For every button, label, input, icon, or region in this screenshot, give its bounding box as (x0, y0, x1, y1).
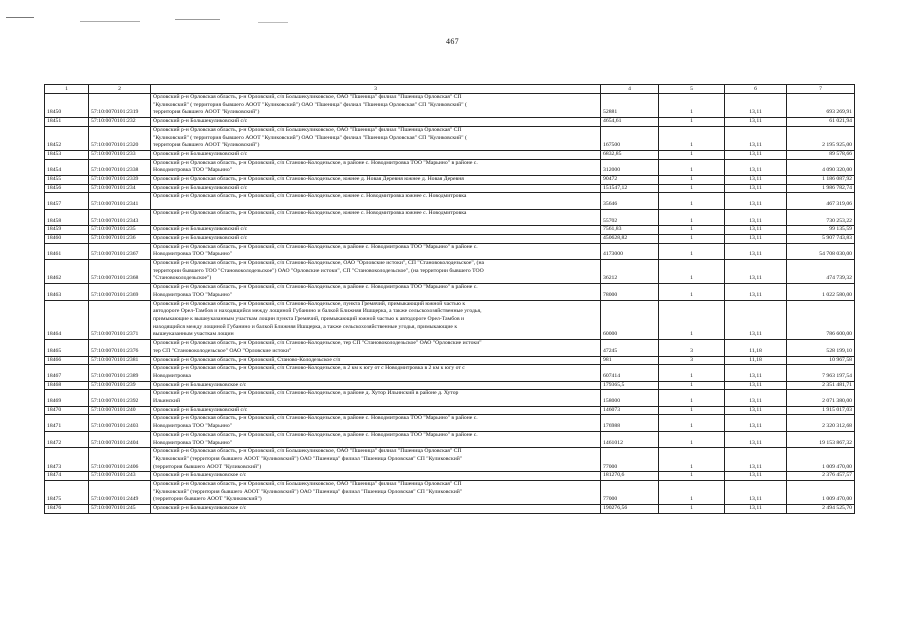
category-value: 1 (659, 431, 725, 447)
description-line: Орловский р-н Орловская область, р-н Орловский, с/п Станово-Колодезьское, в районе с. Новодмитровка ТОО "Марьино" в районе с. (153, 431, 478, 438)
description-line: Орловский р-н Орловская область, р-н Орловский, с/п Станово-Колодезьское, южнее с. Новодмитровка южнее с. Новодмитровка (153, 209, 467, 216)
cadastral-number: 57:10:0070101:2403 (89, 415, 151, 431)
category-value: 1 (659, 300, 725, 340)
cadastral-number: 57:10:0070101:2381 (89, 356, 151, 365)
row-number: 18471 (45, 415, 89, 431)
cadastral-number: 57:10:0070101:2367 (89, 243, 151, 259)
category-value: 1 (659, 209, 725, 225)
table-row (45, 448, 855, 472)
category-value: 1 (659, 365, 725, 381)
table-row (45, 406, 855, 415)
description-line: "Куликовский" (территория бывшего АООТ "Куликовский") ОАО "Пшеница" филиал "Пшеница Орловская" СП "Куликовский" (153, 488, 463, 495)
description-line: находящийся между лощиной Губанино и балкой Ближняя Ишщерка, а также сельскохозяйственные угодья, примыкающие к (153, 323, 458, 330)
scan-speck (175, 19, 220, 20)
category-value: 1 (659, 184, 725, 193)
area-value: 35646 (601, 193, 659, 209)
row-number: 18456 (45, 184, 89, 193)
cadastral-number: 57:10:0070101:239 (89, 381, 151, 390)
scan-artifacts (0, 0, 905, 30)
description-line: Орловский р-н Большекуликовский с/с (153, 184, 248, 191)
location-description (151, 356, 601, 365)
location-description (151, 284, 601, 300)
row-number: 18476 (45, 505, 89, 514)
category-value: 1 (659, 226, 725, 235)
description-line: Орловский р-н Большекуликовское с/с (153, 505, 247, 512)
cadastral-number: 57:10:0070101:234 (89, 184, 151, 193)
cadastral-value: 89 578,66 (787, 150, 855, 159)
cadastral-number: 57:10:0070101:233 (89, 150, 151, 159)
rate-value: 13,11 (725, 184, 787, 193)
header-col-7: 7 (787, 85, 855, 94)
cadastral-value: 1 986 782,74 (787, 184, 855, 193)
description-line: Орловский р-н Большекуликовский с/с (153, 226, 248, 233)
cadastral-number: 57:10:0070101:2376 (89, 340, 151, 356)
location-description (151, 243, 601, 259)
description-line: "Становоколодезьское") (153, 275, 212, 282)
cadastral-value: 1 009 470,00 (787, 481, 855, 505)
description-line: Орловский р-н Орловская область, р-н Орловский, с/п Станово-Колодезьское, в районе с. Новодмитровка ТОО "Марьино" в районе с. (153, 243, 478, 250)
category-value: 1 (659, 448, 725, 472)
cadastral-number: 57:10:0070101:2320 (89, 126, 151, 150)
rate-value: 13,11 (725, 243, 787, 259)
table-row (45, 365, 855, 381)
category-value: 1 (659, 390, 725, 406)
table-row (45, 260, 855, 284)
location-description (151, 193, 601, 209)
location-description (151, 159, 601, 175)
area-value: 55702 (601, 209, 659, 225)
category-value: 1 (659, 415, 725, 431)
cadastral-value: 1 915 017,03 (787, 406, 855, 415)
row-number: 18472 (45, 431, 89, 447)
description-line: Орловский р-н Орловская область, р-н Орловский, с/п Станово-Колодезьское, в районе д. Хутор Ильинский в районе д. Хутор (153, 390, 459, 397)
location-description (151, 150, 601, 159)
description-line: тер СП "Становоколодезьское" ОАО "Орловские истоки" (153, 347, 292, 354)
category-value: 1 (659, 150, 725, 159)
category-value: 1 (659, 126, 725, 150)
description-line: "Куликовский" (территория бывшего АООТ "Куликовский") ОАО "Пшеница" филиал "Пшеница Орловская" СП "Куликовский" (153, 455, 463, 462)
location-description (151, 226, 601, 235)
cadastral-value: 2 351 481,71 (787, 381, 855, 390)
table-row (45, 431, 855, 447)
category-value: 1 (659, 159, 725, 175)
description-line: Орловский р-н Орловская область, р-н Орловский, с/п Станово-Колодезьское, в 2 км к югу от с Новодмитровка в 2 км к югу от с (153, 365, 465, 372)
category-value: 1 (659, 94, 725, 118)
area-value: 4654,61 (601, 118, 659, 127)
rate-value: 13,11 (725, 365, 787, 381)
scan-speck (6, 17, 34, 18)
row-number: 18470 (45, 406, 89, 415)
description-line: Орловский р-н Большекуликовский с/с (153, 118, 248, 125)
location-description (151, 415, 601, 431)
cadastral-number: 57:10:0070101:2338 (89, 159, 151, 175)
rate-value: 13,11 (725, 94, 787, 118)
area-value: 36212 (601, 260, 659, 284)
description-line: Орловский р-н Орловская область, р-н Орловский, с/п Большекуликовское, ОАО "Пшеница" филиал "Пшеница Орловская" СП (153, 126, 462, 133)
description-line: территория бывшего АООТ "Куликовский") (153, 142, 260, 149)
area-value: 52881 (601, 94, 659, 118)
row-number: 18465 (45, 340, 89, 356)
description-line: вышеуказанным участкам лощин (153, 331, 234, 338)
cadastral-value: 693 269,91 (787, 94, 855, 118)
location-description (151, 184, 601, 193)
cadastral-number: 57:10:0070101:2339 (89, 176, 151, 185)
row-number: 18451 (45, 118, 89, 127)
row-number: 18475 (45, 481, 89, 505)
cadastral-value: 1 009 470,00 (787, 448, 855, 472)
category-value: 1 (659, 472, 725, 481)
description-line: Орловский р-н Орловская область, р-н Орловский, с/п Становo-Колодезьское, в районе с. Новодмитровка ТОО "Марьино" в районе с. (153, 159, 478, 166)
location-description (151, 365, 601, 381)
description-line: Орловский р-н Орловская область, р-н Орловский, с/п Станово-Колодезьское, пункта Гремячий, примыкающий южной частью к (153, 300, 466, 307)
location-description (151, 209, 601, 225)
row-number: 18453 (45, 150, 89, 159)
table-row (45, 150, 855, 159)
location-description (151, 176, 601, 185)
cadastral-number: 57:10:0070101:232 (89, 118, 151, 127)
table-row (45, 226, 855, 235)
description-line: Новодмитровка ТОО "Марьино" (153, 251, 232, 258)
table-row (45, 159, 855, 175)
cadastral-number: 57:10:0070101:2404 (89, 431, 151, 447)
area-value: 179365,5 (601, 381, 659, 390)
location-description (151, 390, 601, 406)
row-number: 18455 (45, 176, 89, 185)
rate-value: 13,11 (725, 126, 787, 150)
description-line: Орловский р-н Орловская область, р-н Орловский, с/п Станово-Колодезьское, в районе с. Новодмитровка ТОО "Марьино" в районе с. (153, 415, 478, 422)
location-description (151, 472, 601, 481)
description-line: Орловский р-н Большекуликовское с/с (153, 381, 247, 388)
category-value: 1 (659, 118, 725, 127)
table-row (45, 505, 855, 514)
area-value: 607414 (601, 365, 659, 381)
cadastral-number: 57:10:0070101:240 (89, 406, 151, 415)
rate-value: 13,11 (725, 118, 787, 127)
category-value: 1 (659, 234, 725, 243)
row-number: 18463 (45, 284, 89, 300)
table-row (45, 184, 855, 193)
category-value: 1 (659, 406, 725, 415)
description-line: Новодмитровка ТОО "Марьино" (153, 167, 232, 174)
cadastral-number: 57:10:0070101:2449 (89, 481, 151, 505)
area-value: 47245 (601, 340, 659, 356)
location-description (151, 481, 601, 505)
description-line: Новодмитровка (153, 372, 191, 379)
table-row (45, 472, 855, 481)
description-line: Орловский р-н Орловская область, р-н Орловский, с/п Большекуликовское, ОАО "Пшеница" филиал "Пшеница Орловская" СП (153, 481, 462, 488)
category-value: 1 (659, 176, 725, 185)
cadastral-number: 57:10:0070101:2369 (89, 284, 151, 300)
area-value: 1461012 (601, 431, 659, 447)
area-value: 78000 (601, 284, 659, 300)
description-line: автодороге Орел-Тамбов и находящийся между лощиной Губанино и балкой Ближняя Ишщерка, а также сельскохозяйственные угодья, (153, 308, 482, 315)
description-line: Орловский р-н Орловская область, р-н Орловский, с/п Большекуликовское, ОАО "Пшеница" филиал "Пшеница Орловская" СП (153, 94, 462, 100)
description-line: Ильинский (153, 398, 181, 405)
rate-value: 13,11 (725, 209, 787, 225)
rate-value: 13,11 (725, 448, 787, 472)
table-row (45, 176, 855, 185)
area-value: 181270,6 (601, 472, 659, 481)
cadastral-number: 57:10:0070101:2406 (89, 448, 151, 472)
description-line: Новодмитровка ТОО "Марьино" (153, 439, 232, 446)
cadastral-number: 57:10:0070101:235 (89, 226, 151, 235)
description-line: Орловский р-н Орловская область, р-н Орловский, с/п Станово-Колодезьское, в районе с. Новодмитровка ТОО "Марьино" в районе с. (153, 284, 478, 291)
table-row (45, 481, 855, 505)
row-number: 18468 (45, 381, 89, 390)
area-value: 151547,12 (601, 184, 659, 193)
rate-value: 11,18 (725, 340, 787, 356)
category-value: 1 (659, 243, 725, 259)
area-value: 146073 (601, 406, 659, 415)
row-number: 18459 (45, 226, 89, 235)
category-value: 1 (659, 505, 725, 514)
cadastral-number: 57:10:0070101:243 (89, 472, 151, 481)
cadastral-value: 786 600,00 (787, 300, 855, 340)
row-number: 18466 (45, 356, 89, 365)
cadastral-value: 1 022 580,00 (787, 284, 855, 300)
row-number: 18454 (45, 159, 89, 175)
rate-value: 13,11 (725, 505, 787, 514)
table-row (45, 356, 855, 365)
header-col-3: 3 (151, 85, 601, 94)
cadastral-value: 4 090 320,00 (787, 159, 855, 175)
description-line: Новодмитровка ТОО "Марьино" (153, 423, 232, 430)
description-line: "Куликовский" ( территория бывшего АООТ "Куликовский") ОАО "Пшеница" филиал "Пшеница Орловская" СП "Куликовский" ( (153, 101, 467, 108)
cadastral-number: 57:10:0070101:245 (89, 505, 151, 514)
cadastral-value: 61 021,94 (787, 118, 855, 127)
table-row (45, 193, 855, 209)
table-row (45, 209, 855, 225)
row-number: 18460 (45, 234, 89, 243)
cadastral-value: 99 135,59 (787, 226, 855, 235)
table-header (45, 85, 855, 94)
row-number: 18462 (45, 260, 89, 284)
header-row (45, 85, 855, 94)
table-body (45, 94, 855, 514)
header-col-2: 2 (89, 85, 151, 94)
description-line: Орловский р-н Орловская область, р-н Орловский, с/п Станово-Колодезьское, южнее д. Новая Деревня южнее д. Новая Деревня (153, 176, 464, 183)
row-number: 18474 (45, 472, 89, 481)
area-value: 167500 (601, 126, 659, 150)
description-line: территории бывшего ТОО "Становоколодезьское") ОАО "Орловские истоки", СП "Становоколодезьское", (на территории бывшего ТОО (153, 267, 484, 274)
table-row (45, 243, 855, 259)
cadastral-value: 2 494 525,70 (787, 505, 855, 514)
cadastral-value: 467 319,06 (787, 193, 855, 209)
location-description (151, 340, 601, 356)
location-description (151, 234, 601, 243)
cadastral-value: 19 153 867,32 (787, 431, 855, 447)
area-value: 158000 (601, 390, 659, 406)
table-row (45, 300, 855, 340)
scan-speck (80, 21, 140, 22)
location-description (151, 431, 601, 447)
rate-value: 13,11 (725, 300, 787, 340)
row-number: 18458 (45, 209, 89, 225)
cadastral-number: 57:10:0070101:2341 (89, 193, 151, 209)
cadastral-number: 57:10:0070101:2343 (89, 209, 151, 225)
category-value: 1 (659, 193, 725, 209)
cadastral-value: 2 320 312,68 (787, 415, 855, 431)
header-col-4: 4 (601, 85, 659, 94)
table-row (45, 340, 855, 356)
category-value: 1 (659, 481, 725, 505)
area-value: 176988 (601, 415, 659, 431)
cadastral-value: 2 071 380,00 (787, 390, 855, 406)
location-description (151, 381, 601, 390)
location-description (151, 260, 601, 284)
description-line: территория бывшего АООТ "Куликовский") (153, 109, 260, 116)
area-value: 6832,85 (601, 150, 659, 159)
row-number: 18461 (45, 243, 89, 259)
description-line: Новодмитровка ТОО "Марьино" (153, 291, 232, 298)
table-row (45, 390, 855, 406)
table-row (45, 118, 855, 127)
description-line: (территории бывшего АООТ "Куликовский") (153, 496, 262, 503)
cadastral-value: 2 195 925,00 (787, 126, 855, 150)
description-line: Орловский р-н Большекуликовский с/с (153, 150, 248, 157)
rate-value: 13,11 (725, 159, 787, 175)
rate-value: 13,11 (725, 260, 787, 284)
header-col-6: 6 (725, 85, 787, 94)
table-row (45, 415, 855, 431)
location-description (151, 300, 601, 340)
cadastral-number: 57:10:0070101:2368 (89, 260, 151, 284)
table-row (45, 94, 855, 118)
description-line: Орловский р-н Орловская область, р-н Орловский, с/п Станово-Колодезьское, ОАО "Орловские истоки", СП "Становоколодезьское", (на (153, 260, 485, 267)
cadastral-number: 57:10:0070101:236 (89, 234, 151, 243)
rate-value: 13,11 (725, 481, 787, 505)
row-number: 18452 (45, 126, 89, 150)
cadastral-number: 57:10:0070101:2371 (89, 300, 151, 340)
cadastral-number: 57:10:0070101:2319 (89, 94, 151, 118)
row-number: 18464 (45, 300, 89, 340)
description-line: Орловский р-н Орловская область, р-н Орловский, с/п Станово-Колодезьское, тер СП "Становоколодезьское" ОАО "Орловские истоки" (153, 340, 482, 347)
cadastral-number: 57:10:0070101:2389 (89, 365, 151, 381)
area-value: 7561,83 (601, 226, 659, 235)
scan-speck (258, 22, 288, 23)
description-line: (территория бывшего АООТ "Куликовский") (153, 463, 262, 470)
row-number: 18450 (45, 94, 89, 118)
cadastral-value: 2 376 457,57 (787, 472, 855, 481)
rate-value: 13,11 (725, 150, 787, 159)
rate-value: 13,11 (725, 406, 787, 415)
area-value: 60000 (601, 300, 659, 340)
area-value: 90472 (601, 176, 659, 185)
table-row (45, 234, 855, 243)
area-value: 77000 (601, 448, 659, 472)
rate-value: 13,11 (725, 176, 787, 185)
area-value: 190276,56 (601, 505, 659, 514)
table-row (45, 284, 855, 300)
category-value: 1 (659, 260, 725, 284)
header-col-5: 5 (659, 85, 725, 94)
cadastral-value: 10 967,58 (787, 356, 855, 365)
description-line: Орловский р-н Орловская область, р-н Орловский, с/п Станово-Колодезьское, южнее с. Новодмитровка южнее с. Новодмитровка (153, 193, 467, 200)
table-row (45, 126, 855, 150)
cadastral-value: 54 708 030,00 (787, 243, 855, 259)
area-value: 312000 (601, 159, 659, 175)
description-line: "Куликовский" ( территория бывшего АООТ "Куликовский") ОАО "Пшеница" филиал "Пшеница Орловская" СП "Куликовский" ( (153, 134, 467, 141)
location-description (151, 505, 601, 514)
description-line: примыкающие к вышеуказанным участкам лощин пункта Гремячий, примыкающий южной частью к автодороге Орел-Тамбов и (153, 315, 465, 322)
rate-value: 13,11 (725, 226, 787, 235)
location-description (151, 126, 601, 150)
cadastral-value: 5 907 743,83 (787, 234, 855, 243)
category-value: 3 (659, 340, 725, 356)
row-number: 18467 (45, 365, 89, 381)
row-number: 18457 (45, 193, 89, 209)
page-number: 467 (446, 37, 459, 46)
rate-value: 13,11 (725, 234, 787, 243)
area-value: 450628,82 (601, 234, 659, 243)
description-line: Орловский р-н Большекуликовский с/с (153, 406, 248, 413)
description-line: Орловский р-н Большекуликовский с/с (153, 234, 248, 241)
row-number: 18469 (45, 390, 89, 406)
category-value: 1 (659, 381, 725, 390)
rate-value: 13,11 (725, 390, 787, 406)
rate-value: 13,11 (725, 415, 787, 431)
location-description (151, 118, 601, 127)
location-description (151, 94, 601, 118)
location-description (151, 448, 601, 472)
cadastral-value: 7 963 197,54 (787, 365, 855, 381)
rate-value: 13,11 (725, 284, 787, 300)
area-value: 77000 (601, 481, 659, 505)
cadastral-value: 1 186 087,92 (787, 176, 855, 185)
cadastral-number: 57:10:0070101:2392 (89, 390, 151, 406)
description-line: Орловский р-н Большекуликовское с/с (153, 472, 247, 479)
rate-value: 11,18 (725, 356, 787, 365)
category-value: 3 (659, 356, 725, 365)
rate-value: 13,11 (725, 472, 787, 481)
description-line: Орловский р-н Орловская область, р-н Орловский, с/п Большекуликовское, ОАО "Пшеница" филиал "Пшеница Орловская" СП (153, 448, 462, 455)
location-description (151, 406, 601, 415)
land-register-table (44, 84, 855, 514)
area-value: 4173000 (601, 243, 659, 259)
cadastral-value: 528 199,10 (787, 340, 855, 356)
description-line (153, 201, 598, 209)
category-value: 1 (659, 284, 725, 300)
description-line (153, 218, 598, 226)
cadastral-value: 730 253,22 (787, 209, 855, 225)
row-number: 18473 (45, 448, 89, 472)
rate-value: 13,11 (725, 193, 787, 209)
cadastral-value: 474 739,32 (787, 260, 855, 284)
description-line: Орловский р-н Орловская область, р-н Орловский, Станово-Колодезьское с/п (153, 356, 341, 363)
table-row (45, 381, 855, 390)
rate-value: 13,11 (725, 381, 787, 390)
rate-value: 13,11 (725, 431, 787, 447)
area-value: 981 (601, 356, 659, 365)
header-col-1: 1 (45, 85, 89, 94)
